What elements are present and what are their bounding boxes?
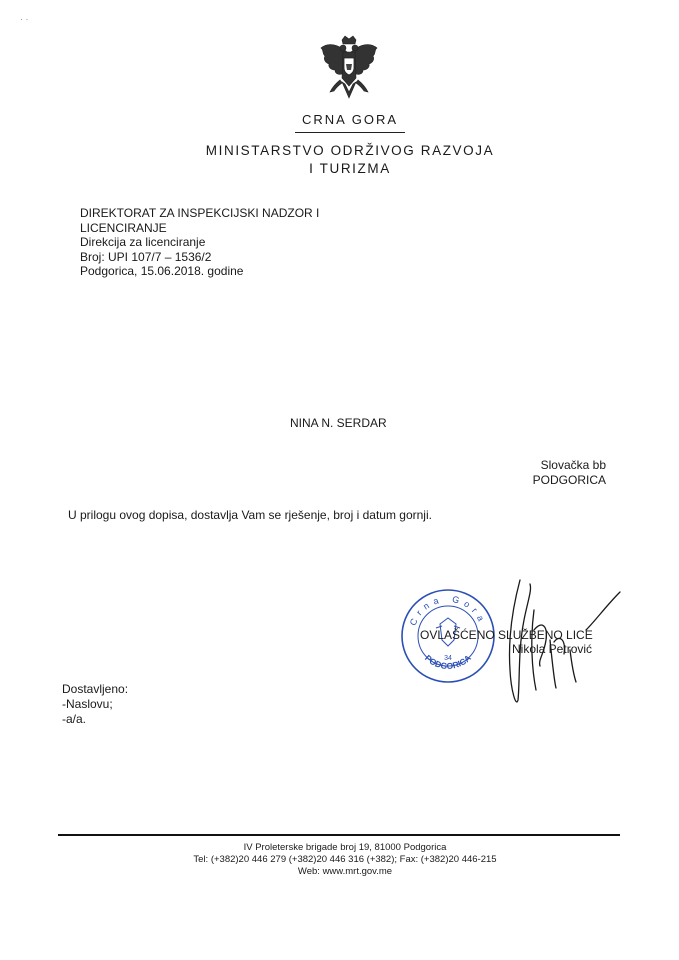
letter-body: U prilogu ovog dopisa, dostavlja Vam se rješenje, broj i datum gornji. (68, 508, 432, 522)
department-line: DIREKTORAT ZA INSPEKCIJSKI NADZOR I (80, 206, 320, 220)
delivery-item: -Naslovu; (62, 697, 113, 711)
delivery-label: Dostavljeno: (62, 682, 129, 696)
signature-block (420, 628, 593, 656)
ministry-name (200, 142, 500, 178)
recipient-address (526, 458, 606, 488)
ministry-line-1: MINISTARSTVO ODRŽIVOG RAZVOJA (205, 143, 495, 158)
recipient-city: PODGORICA (532, 473, 606, 487)
document-date: Podgorica, 15.06.2018. godine (80, 264, 244, 278)
recipient-street: Slovačka bb (540, 458, 606, 472)
official-title: OVLAŠĆENO SLUŽBENO LICE (420, 628, 593, 642)
department-block (80, 206, 319, 279)
recipient-name: NINA N. SERDAR (290, 416, 387, 430)
official-name: Nikola Petrović (512, 642, 593, 656)
stamp-top-text: Crna Gora (407, 593, 489, 628)
directorate-name: Direkcija za licenciranje (80, 235, 206, 249)
footer (150, 842, 540, 878)
document-number: Broj: UPI 107/7 – 1536/2 (80, 249, 212, 264)
footer-phones: Tel: (+382)20 446 279 (+382)20 446 316 (+382); Fax: (+382)20 446-215 (193, 854, 497, 865)
delivery-item: -a/a. (62, 712, 87, 726)
stamp-bottom-text: PODGORICA (423, 652, 473, 672)
footer-website: Web: www.mrt.gov.me (297, 866, 393, 877)
footer-divider (58, 834, 620, 836)
footer-address: IV Proleterske brigade broj 19, 81000 Podgorica (243, 842, 447, 853)
country-name: CRNA GORA (301, 112, 398, 127)
coat-of-arms-icon (318, 34, 380, 106)
ministry-line-2: I TURIZMA (309, 161, 391, 176)
department-line: LICENCIRANJE (80, 220, 167, 235)
stamp-number: 34 (444, 655, 452, 662)
header-divider (295, 132, 405, 133)
scan-marks: · · (20, 14, 29, 24)
delivery-list (62, 682, 128, 727)
